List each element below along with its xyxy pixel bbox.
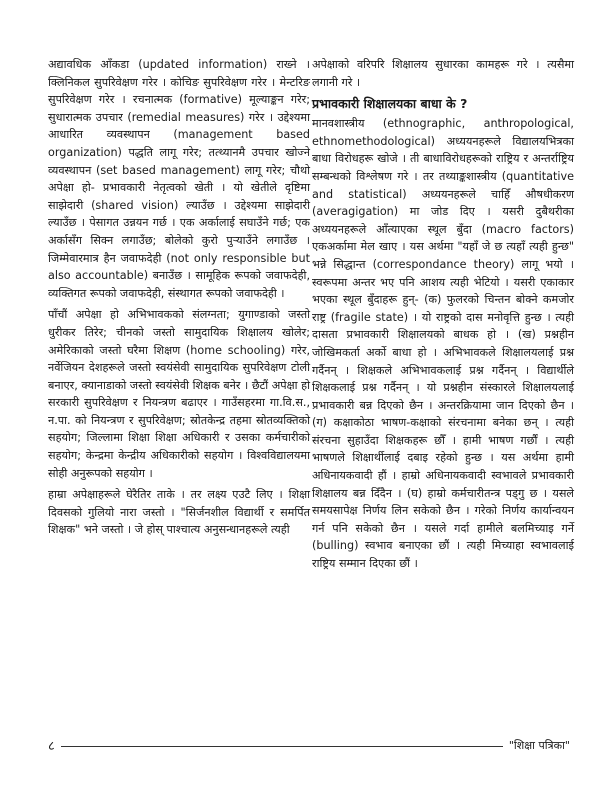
journal-name: "शिक्षा पत्रिका" <box>508 738 570 752</box>
page-number: ८ <box>48 739 55 754</box>
left-paragraph-3: हाम्रा अपेक्षाहरूले घेरैतिर ताके । तर लक्ष्य एउटै लिए । शिक्षा दिवसको गुलियो नारा जस्तो । "सिर्जनशील विद्यार्थी र समर्पित शिक्षक" भने जस्तो । जे होस् पाश्चात्य अनुसन्धानहरूले त्यही <box>48 488 310 537</box>
footer-rule <box>61 746 503 747</box>
right-column <box>312 56 574 577</box>
left-paragraph-2: पाँचौं अपेक्षा हो अभिभावकको संलग्नता; युगाण्डाको जस्तो धुरीकर तिरेर; चीनको जस्तो सामुदायिक शिक्षालय खोलेर; अमेरिकाको जस्तो घरैमा शिक्षण (home schooling) गरेर, नर्वेजियन देशहरूले जस्तो स्वयंसेवी सामुदायिक सुपरिवेक्षण टोली बनाएर, क्यानाडाको जस्तो स्वयंसेवी शिक्षक बनेर । छैटौं अपेक्षा हो सरकारी सुपरिवेक्षण र नियन्त्रण बढाएर । गाउँसहरमा गा.वि.स., न.पा. को नियन्त्रण र सुपरिवेक्षण; स्रोतकेन्द्र तहमा स्रोतव्यक्तिको सहयोग; जिल्लामा शिक्षा शिक्षा अधिकारी र उसका कर्मचारीको सहयोग; केन्द्रमा केन्द्रीय अधिकारीको सहयोग । विश्वविद्यालयमा सोही अनुरूपको सहयोग । <box>48 308 310 480</box>
page-footer <box>48 736 570 754</box>
left-paragraph-1: अद्यावधिक आँकडा (updated information) राख्ने । क्लिनिकल सुपरिवेक्षण गरेर । कोचिङ सुपरिवेक्षण गरेर । मेन्टरिङ सुपरिवेक्षण गरेर । रचनात्मक (formative) मूल्याङ्कन गरेर; सुधारात्मक उपचार (remedial measures) गरेर । उद्देश्यमा आधारित व्यवस्थापन (management based organization) पद्धति लागू गरेर; तत्थ्यानमै उपचार खोज्ने व्यवस्थापन (set based management) लागू गरेर; चौथो अपेक्षा हो- प्रभावकारी नेतृत्वको खेती । यो खेतीले दृष्टिमा साझेदारी (shared vision) ल्याउँछ । उद्देश्यमा साझेदारी ल्याउँछ । पेसागत उन्नयन गर्छ । एक अर्कालाई सघाउँने गर्छ; एक अर्कासँग सिक्न लगाउँछ; बोलेको कुरो पुऱ्याउँने लगाउँछ । जिम्मेवारमात्र हैन जवाफदेही (not only responsible but also accountable) बनाउँछ । सामूहिक रूपको जवाफदेही, व्यक्तिगत रूपको जवाफदेही, संस्थागत रूपको जवाफदेही । <box>48 58 310 300</box>
right-paragraph-1: मानवशास्त्रीय (ethnographic, anthropological, ethnomethodological) अध्ययनहरूले विद्यालयभित्रका बाधा विरोधहरू खोजे । ती बाधाविरोधहरूको राष्ट्रिय र अन्तर्राष्ट्रिय सम्बन्धको विश्लेषण गरे । तर तथ्याङ्कशास्त्रीय (quantitative and statistical) अध्ययनहरूले चाहिँ औषधीकरण (averagigation) मा जोड दिए । यसरी दुबैथरीका अध्ययनहरूले आँत्याएका स्थूल बुँदा (macro factors) एकअर्कामा मेल खाए । यस अर्थमा "यहाँ जे छ त्यहाँ त्यही हुन्छ" भन्ने सिद्धान्त (correspondance theory) लागू भयो । स्वरूपमा अन्तर भए पनि आशय त्यही भेटियो । यसरी एकाकार भएका स्थूल बुँदाहरू हुन्- (क) फुलरको चिन्तन बोक्ने कमजोर राष्ट्र (fragile state) । यो राष्ट्रको दास मनोवृत्ति हुन्छ । त्यही दासता प्रभावकारी शिक्षालयको बाधक हो । (ख) प्रश्नहीन जोखिमकर्ता अर्को बाधा हो । अभिभावकले शिक्षालयलाई प्रश्न गर्दैनन् । शिक्षकले अभिभावकलाई प्रश्न गर्दैनन् । विद्यार्थीले शिक्षकलाई प्रश्न गर्दैनन् । यो प्रश्नहीन संस्कारले शिक्षालयलाई प्रभावकारी बन्न दिएको छैन । अन्तरक्रियामा जान दिएको छैन । (ग) कक्षाकोठा भाषण-कक्षाको संरचनामा बनेका छन् । त्यही संरचना सुहाउँदा शिक्षकहरू छौँ । हामी भाषण गर्छौं । त्यही भाषणले शिक्षार्थीलाई दबाइ रहेको हुन्छ । यस अर्थमा हामी अधिनायकवादी हौं । हाम्रो अधिनायकवादी स्वभावले प्रभावकारी शिक्षालय बन्न दिँदैन । (घ) हाम्रो कर्मचारीतन्त्र पड्गु छ । यसले समयसापेक्ष निर्णय लिन सकेको छैन । गरेको निर्णय कार्यान्वयन गर्न पनि सकेको छैन । यसले गर्दा हामीले बलमिच्याइ गर्ने (bulling) स्वभाव बनाएका छौं । त्यही मिच्याहा स्वभावलाई राष्ट्रिय सम्मान दिएका छौं । <box>312 117 574 571</box>
left-column <box>48 56 310 543</box>
section-heading: प्रभावकारी शिक्षालयका बाधा के ? <box>312 96 468 112</box>
right-intro-paragraph: अपेक्षाको वरिपरि शिक्षालय सुधारका कामहरू गरे । त्यसैमा लगानी गरे । <box>312 58 574 89</box>
